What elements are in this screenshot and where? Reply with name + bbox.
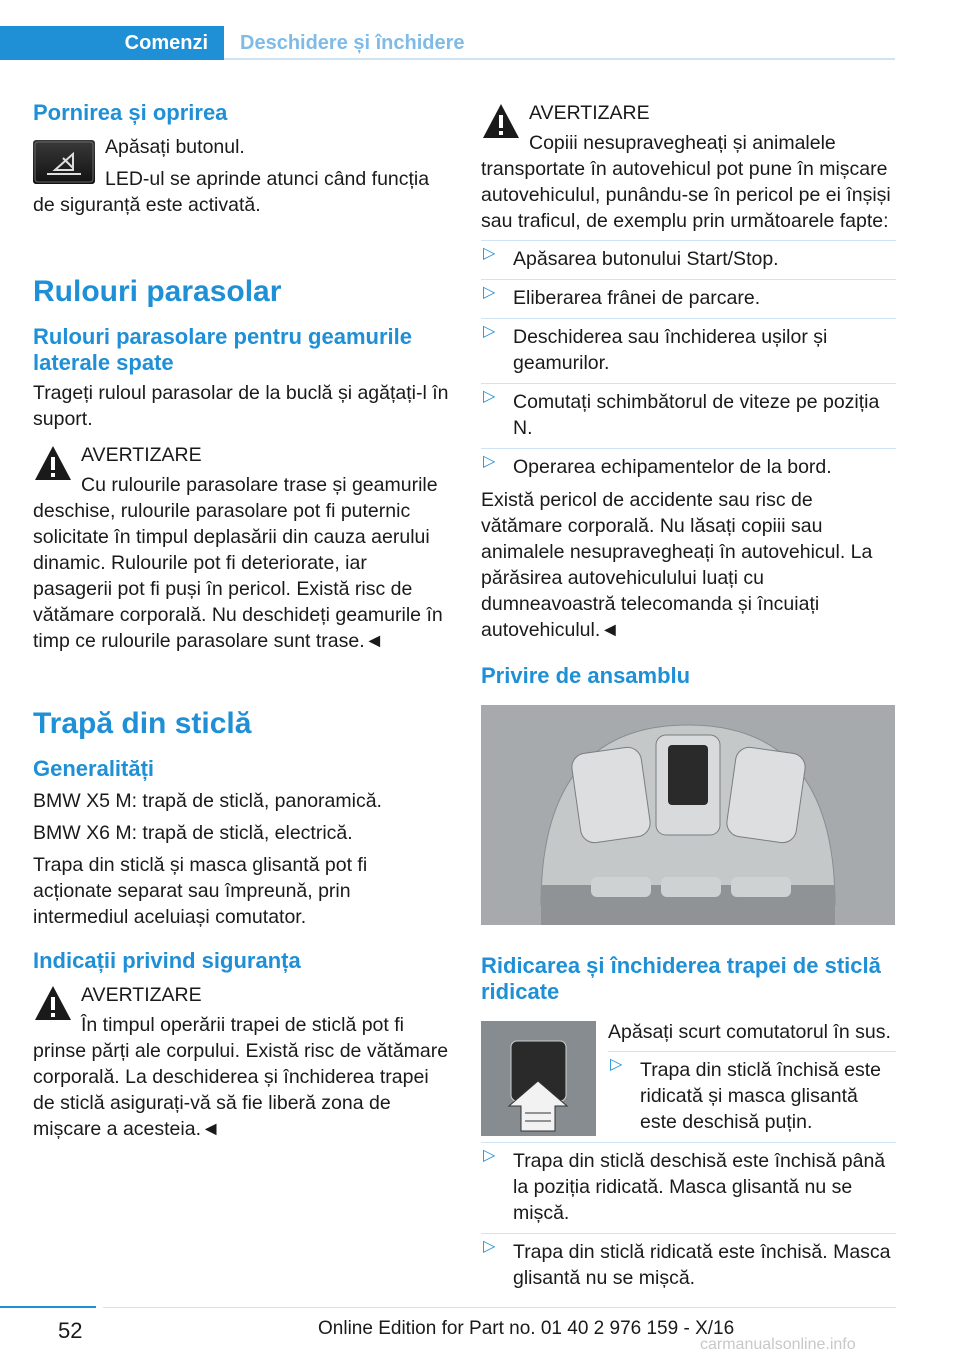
switch-press-image: [481, 1021, 596, 1136]
header-rule: [224, 58, 895, 60]
triangle-bullet-icon: ▷: [610, 1056, 623, 1073]
section-heading-ridicarea: Ridicarea și închiderea trapei de sticlă ridicate: [481, 953, 881, 1004]
paragraph: LED-ul se aprinde atunci când funcția de siguranță este activată.: [33, 168, 430, 216]
footer-rule: [0, 1306, 96, 1308]
subsection-heading: Generalități: [33, 756, 155, 781]
subsection-heading: Rulouri parasolare pentru geamurile laterale spate: [33, 324, 412, 375]
warning-block: [33, 442, 451, 654]
list-item: [481, 279, 896, 311]
list-item: [481, 383, 896, 441]
triangle-bullet-icon: ▷: [483, 388, 496, 405]
edition-text: Online Edition for Part no. 01 40 2 976 159 - X/16: [318, 1318, 735, 1339]
section-heading-privire: Privire de ansamblu: [481, 663, 691, 688]
list-item-text: Deschiderea sau închiderea ușilor și geamurilor.: [513, 326, 828, 374]
list-item: [481, 1142, 896, 1226]
warning-block: [481, 100, 896, 234]
left-column: [33, 100, 451, 1142]
triangle-bullet-icon: ▷: [483, 1147, 496, 1164]
list-item-text: Eliberarea frânei de parcare.: [513, 287, 761, 309]
warning-title: AVERTIZARE: [81, 984, 202, 1006]
roof-console-image: [481, 705, 895, 925]
tab-deschidere[interactable]: Deschidere și închidere: [240, 32, 465, 54]
tab-comenzi[interactable]: Comenzi: [0, 26, 224, 60]
subsection-heading: Indicații privind siguranța: [33, 948, 301, 973]
warning-triangle-icon: [33, 444, 73, 482]
page-number: 52: [58, 1318, 83, 1343]
button-image: [33, 140, 95, 184]
section-heading-rulouri: Rulouri parasolar: [33, 275, 282, 308]
warning-block: [33, 982, 451, 1142]
triangle-bullet-icon: ▷: [483, 453, 496, 470]
paragraph: Trapa din sticlă și masca glisantă pot fi acționate separat sau împreună, prin intermediul aceluiași comutator.: [33, 854, 368, 928]
list-item-text: Apăsarea butonului Start/Stop.: [513, 248, 779, 270]
paragraph: BMW X6 M: trapă de sticlă, electrică.: [33, 822, 353, 844]
list-item: [481, 240, 896, 272]
warning-text: Cu rulourile parasolare trase și geamurile deschise, rulourile parasolare pot fi puternic solicitate în timpul deplasării din cauza aerului dinamic. Rulourile pot fi deteriorate, iar pasagerii pot fi puși în pericol. Există risc de vătămare corporală. Nu deschideți geamurile în timp ce rulourile parasolare sunt trase.◄: [33, 474, 443, 652]
list-item: [608, 1051, 896, 1135]
triangle-bullet-icon: ▷: [483, 323, 496, 340]
list-item-text: Trapa din sticlă deschisă este închisă până la poziția ridicată. Masca glisantă nu se mișcă.: [513, 1150, 886, 1224]
list-item: [481, 1233, 896, 1291]
triangle-bullet-icon: ▷: [483, 245, 496, 262]
list-item-text: Trapa din sticlă ridicată este închisă. Masca glisantă nu se mișcă.: [513, 1241, 891, 1289]
warning-text: În timpul operării trapei de sticlă pot fi prinse părți ale corpului. Există risc de vătămare corporală. La deschiderea și închiderea trapei de sticlă asigurați-vă să fie liberă zona de mișcare a acesteia.◄: [33, 1014, 449, 1140]
list-item: [481, 448, 896, 480]
paragraph: BMW X5 M: trapă de sticlă, panoramică.: [33, 790, 382, 812]
switch-photo: [481, 1021, 596, 1136]
triangle-bullet-icon: ▷: [483, 284, 496, 301]
right-column: [481, 100, 896, 1298]
paragraph: Apăsați scurt comutatorul în sus.: [608, 1021, 891, 1043]
watermark: carmanualsonline.info: [700, 1336, 856, 1353]
warning-title: AVERTIZARE: [81, 444, 202, 466]
paragraph: Apăsați butonul.: [105, 136, 245, 158]
list-item-text: Comutați schimbătorul de viteze pe poziția N.: [513, 391, 880, 439]
warning-title: AVERTIZARE: [529, 102, 650, 124]
section-heading-pornirea: Pornirea și oprirea: [33, 100, 228, 125]
list-item: [481, 318, 896, 376]
overview-photo: [481, 705, 895, 925]
window-lock-icon: [33, 140, 95, 184]
warning-text: Copiii nesupravegheați și animalele transportate în autovehicul pot pune în mișcare autovehiculul, punându-se în pericol pe ei înșiși sau traficul, de exemplu prin următoarele fapte:: [481, 132, 891, 232]
list-item-text: Operarea echipamentelor de la bord.: [513, 456, 832, 478]
footer-line: [103, 1307, 896, 1308]
section-heading-trapa: Trapă din sticlă: [33, 707, 252, 740]
list: [481, 240, 896, 480]
warning-triangle-icon: [481, 102, 521, 140]
triangle-bullet-icon: ▷: [483, 1238, 496, 1255]
paragraph: Trageți ruloul parasolar de la buclă și agățați-l în suport.: [33, 382, 449, 430]
list-item-text: Trapa din sticlă închisă este ridicată și masca glisantă este deschisă puțin.: [640, 1059, 881, 1133]
warning-triangle-icon: [33, 984, 73, 1022]
paragraph: Există pericol de accidente sau risc de vătămare corporală. Nu lăsați copiii sau animalele nesupravegheați în autovehicul. La părăsirea autovehiculului luați cu dumneavoastră telecomanda și încuiați autovehiculul.◄: [481, 489, 873, 641]
